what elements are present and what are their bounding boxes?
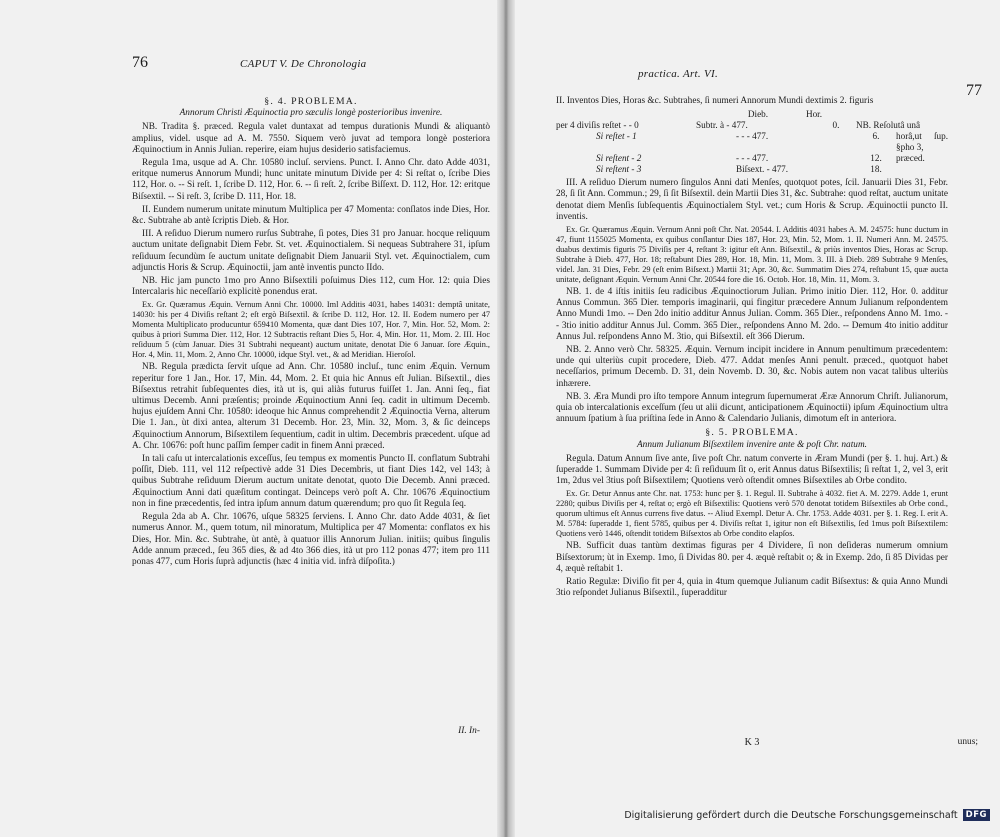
table-cell: Si reſtet - 1 [596, 131, 637, 142]
right-page [518, 0, 988, 800]
signature-mark: K 3 [744, 737, 760, 748]
paragraph: II. Inventos Dies, Horas &c. Subtrahes, ſi numeri Annorum Mundi dextimis 2. figuris [556, 96, 874, 106]
running-head: CAPUT V. De Chronologia [240, 58, 367, 70]
page-number: 77 [966, 82, 982, 99]
table-cell: 0. [832, 120, 840, 131]
section-title: §. 5. PROBLEMA. [705, 427, 799, 439]
paragraph: NB. 2. Anno verò Chr. 58325. Æquin. Vernum incipit incidere in Annum penultimum præcedentem: unde qui ulteriùs cupit procedere, Dieb. 477. Addat menſes Anni penult. præced., quotquot habet neceſſarios, primum Decemb. D. 31, dein Novemb. D. 30, &c. Nobis autem non vacat talibus ulteriùs inhærere. [556, 345, 948, 389]
catchword: unus; [957, 737, 978, 747]
left-page [20, 0, 496, 800]
book-gutter [497, 0, 515, 837]
table-cell: - - - 477. [736, 131, 769, 142]
table-cell: - - - 477. [736, 153, 769, 164]
section-title: §. 4. PROBLEMA. [264, 96, 358, 107]
table-cell: NB. Reſolutâ unâ [856, 120, 921, 131]
table-cell [896, 164, 948, 175]
paragraph: Ratio Regulæ: Diviſio fit per 4, quia in 4tum quemque Julianum cadit Biſsextus: & quia Anno Mundi 3tio reſpondet Julianus Biſsextil., ſuperadditur [556, 577, 948, 599]
paragraph: NB. 1. de 4 iſtis initiis ſeu radicibus Æquinoctiorum Julian. Primo initio Dier. 112, Hor. 0. additur Annus Commun. 365 Dier. temporis imaginarii, qui fingitur præcedere Annum Julianum reſpondentem Anno Mundi 1mo. -- Den 2do initio additur Annus Julian. Comm. 365 Dier., reſpondens Anno M. 1mo. -- 3tio initio additur Annus Jul. Comm. 365 Dier., reſpondens Anno M. 2do. -- Demum 4to initio additur Annus Jul. reſpondens Anno M. 3tio, qui Biſsextil. eſt 366 Dierum. [556, 287, 948, 342]
column-header: Dieb. [747, 109, 769, 120]
paragraph: II. Eundem numerum unitate minutum Multiplica per 47 Momenta: conſlatos inde Dies, Hor. &c. Subtrahe ab antè ſcriptis Dieb. & Hor. [132, 204, 490, 227]
paragraph: NB. 3. Æra Mundi pro iſto tempore Annum integrum ſupernumerat Æræ Annorum Chriſt. Julianorum, quia ob intercalationis exceſſum (ſeu ut alii dicunt, anticipationem Æquinoctii) ipſum Æquinoctium ultra annuum ſpatium à ſua priſtina ſede in Anno & Calendario Julianis, dimotum eſt in anteriora. [556, 391, 948, 425]
section-subtitle: Annorum Christi Æquinoctia pro sæculis longè posterioribus invenire. [179, 108, 443, 119]
paragraph: In tali caſu ut intercalationis exceſſus, ſeu tempus ex momentis Puncto II. conflatum Subtrahi poſſit, Dieb. 111, vel 112 reſpectivè adde 31 Dies Decembris, ut fiant Dies 142, vel 143; à quibus Subtrahe reſiduum Dierum auctum unitate denotat, quoto Die Decemb. Anni præced. Æquinoctium Anni dati quæſitum contingat. Deinceps verò poſt A. Chr. 10676 Æquinoctium non in fine præcedentis, ſed intra ipſum annum datum quærendum; pro quo ſit Regula ſeq. [132, 454, 490, 509]
table-cell: per 4 diviſis reſtet - - 0 [556, 120, 639, 131]
table-row [556, 164, 948, 175]
paragraph: III. A reſiduo Dierum numero rurſus Subtrahe, ſi potes, Dies 31 pro Januar. hocque reliquum auctum unitate deſignabit Diem Febr. St. vet. Æquinoctialem. Si nequeas Subtrahere 31, ipſum reſiduum ſecundùm ſe auctum unitate deſignabit Diem Januarii Styl. vet. Æquinoctialem, cum adjunctis Horis & Scrup. Æquinoctii, jam antè inventis puncto IIdo. [132, 229, 490, 273]
footer-text: Digitalisierung gefördert durch die Deutsche Forschungsgemeinschaft [624, 809, 958, 821]
table-header [556, 109, 948, 120]
digitization-footer [624, 809, 990, 821]
paragraph: Regula 2da ab A. Chr. 10676, uſque 58325 ſerviens. I. Anno Chr. dato Adde 4031, & ſiet numerus Annor. M., quem totum, nil minoratum, Multiplica per 47 Momenta: conflatos ex his Dies, Hor. Min. &c. Subtrahe, ùt antè, à quatuor illis Annorum Julian. initiis; quibus ſingulis Adde annum præced., ſeu 365 dies, & ad 4to 366 dies, ità ut pro 112 ponas 477; item pro 111 ponas 477, cum Horis ſuprà adjunctis (hæc 4 initia vid. infrà diſpoſita.) [132, 512, 490, 567]
table-row [556, 120, 948, 131]
table-row [556, 131, 948, 153]
paragraph: III. A reſiduo Dierum numero ſingulos Anni dati Menſes, quotquot potes, ſcil. Januarii Dies 31, Febr. 28, ſi ſit Ann. Commun.; 29, ſi ſit Biſsextil. dein Martii Dies 31, &c. Subtrahe: quod reſtat, auctum unitate denotat diem Menſis ſubſequentis Æquinoctialem Styl. vet.; cum Horis & Scrup. Æquinoctii puncto II. inventis. [556, 178, 948, 222]
paragraph: Regula 1ma, usque ad A. Chr. 10580 incluſ. serviens. Punct. I. Anno Chr. dato Adde 4031, eritque numerus Annorum Mundi; hunc unitate minutum Divide per 4: Si reſtat o, ſcribe Dies 112, Hor. o. -- Si reſt. 1, ſcribe D. 112, Hor. 6. -- ſi reſt. 2, ſcribe Biſſext. D. 112, Hor. 12: eritque Biſsextil. -- Si reſt. 3, ſcribe D. 111, Hor. 18. [132, 158, 490, 202]
paragraph: Ex. Gr. Quæramus Æquin. Vernum Anni poſt Chr. Nat. 20544. I. Additis 4031 habes A. M. 24575: hunc ductum in 47, fiunt 1155025 Momenta, ex quibus conſlantur Dies 187, Hor. 23, Min. 52, Mom. 1. II. Numeri Ann. M. 24575. duabus dextimis figuris 75 Diviſis per 4, reſtant 3: igitur eſt Ann. Biſsextil., & priùs inventos Dies, Horas ac Scrup. Subtrahe à Dieb. 477, Hor. 18; reſtabunt Dies 289, Hor. 18, Min. 11, Mom. 3. III. à Dieb. 289 Subtrahe 9 Menſes, videl. Jan. 31 Dies, Febr. 29 (eſt enim Biſsext.) Martii 31; Apr. 30, &c. Summatim Dies 274, reſtabunt 15, quæ aucta unitate, deſignant Æquin. Vernum Anni Chr. 20544 fore die 16. Octob. Hor. 18, Min. 11, Mom. 3. [556, 225, 948, 285]
table-cell: Si reſtent - 2 [596, 153, 642, 164]
dfg-logo: DFG [963, 809, 990, 821]
table-cell: horâ,ut ſup. §pho 3, [896, 131, 948, 153]
paragraph: Ex. Gr. Detur Annus ante Chr. nat. 1753: hunc per §. 1. Regul. II. Subtrahe à 4032. fiet A. M. 2279. Adde 1, erunt 2280; quibus Diviſis per 4, reſtat o; ergò eſt Biſsextilis: Quotiens verò 570 denotat totidem Biſsextiles ab Orbe cond., quorum ultimus eſt Annus currens five datus. -- Aliud Exempl. Detur A. Chr. 1753. Adde 4031. per §. 1. Reg. I. erit A. M. 5784: ſuperadde 1, fient 5785, quibus per 4. Diviſis reſtat 1, igitur non eſt Biſsextilis, ſed 1mus poſt Biſsextilem: Quotiens verò 1446, oſtendit totidem Biſsextos ab Orbe condito elapſos. [556, 489, 948, 539]
running-head: practica. Art. VI. [638, 68, 719, 80]
table-cell: Subtr. à - 477. [696, 120, 748, 131]
column-header: Hor. [805, 109, 823, 120]
page-body [556, 96, 948, 601]
paragraph: Regula. Datum Annum ſive ante, ſive poſt Chr. natum converte in Æram Mundi (per §. 1. huj. Art.) & ſuperadde 1. Summam Divide per 4: ſi reſiduum ſit o, erit Annus datus Biſsextilis; ſi reſtat 1, 2, vel 3, erit 1m, 2dus vel 3tius poſt Biſsextilem; Quotiens verò oſtendit omnes Biſsextiles ab Orbe condito. [556, 453, 948, 487]
paragraph: Ex. Gr. Quæramus Æquin. Vernum Anni Chr. 10000. Iml Additis 4031, habes 14031: demptâ unitate, 14030: his per 4 Diviſis reſtant 2; eſt ergò Biſsextil. & ſcribe D. 112, Hor. 12. II. Eodem numero per 47 Momenta Multiplicato producuntur 659410 Momenta, quæ dant Dies 107, Hor. 7, Min. Hor. 52, Mom. 2: quibus à priori Summa Dier. 112, Hor. 12 Subtractis reſtant Dies 5, Hor. 4, Min. Hor. 11, Mom. 2. III. Hoc reſiduum 5 (cùm Januar. Dies 31 Subtrahi nequeant) auctum unitate, denotat Die 6 Januar. ſore Æquin., Hor. 4, Min. 11, Mom. 2, Anno Chr. 10000, idque Styl. vet., & ad Meridian. Hieroſol. [132, 300, 490, 360]
paragraph: NB. Regula prædicta ſervit uſque ad Ann. Chr. 10580 incluſ., tunc enim Æquin. Vernum reperitur fore 1 Jan., Hor. 17, Min. 44, Mom. 2. Et quia hic Annus eſt Julian. Biſsextil., dies Biſsextus retrahit ſubſequentes dies, ità ut is, qui aliàs futurus fuiſſet 1. Jan. Anni ſeq., fiat ultimus Decemb. Anni præſentis; proinde Æquinoctium Anni ſeq. cadit in ultimum Decemb. hujus ejuſdem Anni Chr. 10580: ideoque hic Annus comprehendit 2 Æquinoctia Verna, alterum Die 1. Jan., ùt dixi antea, alterum 31 Decemb. Hor. 23, Min. 32, Mom. 3, & ſic deinceps Æquinoctium Annorum, Biſsextilem ſequentium, cadit in ultim. Decembris præcedent. uſque ad A. Chr. 10676: poſt hunc paſſim ſemper cadit in finem Anni præced. [132, 362, 490, 451]
subtraction-table [556, 109, 948, 175]
catchword: II. In- [458, 726, 480, 736]
section-subtitle: Annum Julianum Biſsextilem invenire ante & poſt Chr. natum. [637, 439, 867, 450]
table-cell: 18. [870, 164, 882, 175]
paragraph: NB. Hic jam puncto 1mo pro Anno Biſsextili poſuimus Dies 112, cum Hor. 12: quia Dies Intercalaris hic neceſſariò explicitè ponendus erat. [132, 276, 490, 298]
page-number: 76 [132, 54, 148, 71]
table-cell: præced. [896, 153, 925, 164]
table-cell: 6. [872, 131, 880, 142]
paragraph: NB. Sufficit duas tantùm dextimas figuras per 4 Dividere, ſi non deſideras numerum omnium Biſsextorum; ùt in Exemp. 1mo, ſi Dividas 80. per 4. æquè reſtabit o; & in Exemp. 2do, ſi 85 Dividas per 4, æquè reſtabit 1. [556, 541, 948, 574]
table-cell: Biſsext. - 477. [736, 164, 789, 175]
table-cell: 12. [870, 153, 882, 164]
table-row [556, 153, 948, 164]
table-cell: Si reſtent - 3 [596, 164, 642, 175]
page-body [132, 94, 490, 570]
paragraph: NB. Tradita §. præced. Regula valet duntaxat ad tempus durationis Mundi & aliquantò amplius, videl. usque ad A. M. 7550. Siquem verò juvat ad tempora longè posteriora Æquinoctium in Annis Julian. reperire, eiam hujus desiderio satisfaciemus. [132, 122, 490, 155]
